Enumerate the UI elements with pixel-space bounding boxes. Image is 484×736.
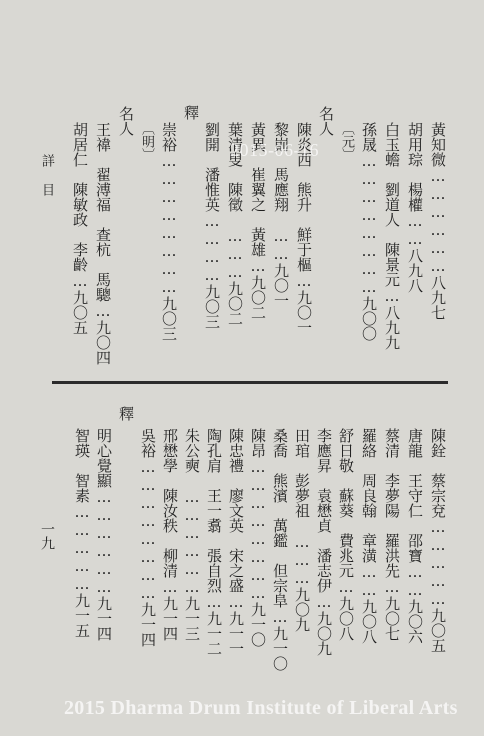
entry-upper-9: 劉開 潘惟英…………九〇三 bbox=[203, 122, 221, 329]
entry-lower-12: 朱公奭 ………………九一三 bbox=[183, 428, 201, 641]
entry-upper-1: 黃知微………………八九七 bbox=[429, 122, 447, 320]
entry-upper-6: 黎崱 馬應翔 ……九〇一 bbox=[272, 122, 290, 308]
entry-upper-5: 陳炎西 熊升 鮮于樞…九〇一 bbox=[295, 122, 313, 335]
entry-lower-7: 田琯 彭夢祖 ………九〇九 bbox=[293, 428, 311, 632]
entry-lower-11: 陶孔肩 王一翥 張自烈…九一二 bbox=[205, 428, 223, 656]
running-head: 詳目 bbox=[39, 154, 54, 212]
entry-lower-13: 邢懋學 陳汝秩 柳清…九一四 bbox=[161, 428, 179, 641]
section-divider bbox=[52, 381, 448, 384]
entry-lower-2: 唐龍 王守仁 邵寶……九〇六 bbox=[406, 428, 424, 644]
entry-lower-4: 羅絡 周良翰 章潢……九〇八 bbox=[360, 428, 378, 644]
entry-upper-12: 胡居仁 陳敏政 李齡…九〇五 bbox=[71, 122, 89, 335]
watermark-institution: 2015 Dharma Drum Institute of Liberal Arts bbox=[64, 697, 458, 719]
entry-lower-3: 蔡清 李夢陽 羅洪先…九〇七 bbox=[383, 428, 401, 641]
section-mingren-ming: 名人 bbox=[117, 106, 135, 136]
entry-upper-4: 孫晟……………………九〇〇 bbox=[360, 122, 378, 341]
section-yuan: 〔元〕 bbox=[339, 122, 354, 161]
entry-lower-15: 明心覺顯………………九一四 bbox=[95, 428, 113, 641]
section-ming: 〔明〕 bbox=[139, 122, 154, 161]
entry-lower-14: 吳裕……………………九一四 bbox=[139, 428, 157, 647]
entry-upper-10: 崇裕……………………九〇三 bbox=[160, 122, 178, 341]
section-shi-lower: 釋 bbox=[117, 406, 135, 421]
entry-upper-2: 胡用琮 楊權……八九八 bbox=[406, 122, 424, 293]
entry-upper-8: 葉清叟 陳徵 ………九〇二 bbox=[226, 122, 244, 326]
entry-lower-9: 陳昂……………………九一〇 bbox=[249, 428, 267, 647]
entry-lower-16: 智瑛 智素……………九一五 bbox=[73, 428, 91, 638]
entry-lower-8: 桑喬 熊濱 萬鑑 但宗阜…九一〇 bbox=[271, 428, 289, 671]
entry-lower-6: 李應昇 袁懋貞 潘志伊…九〇九 bbox=[315, 428, 333, 656]
entry-upper-3: 白玉蟾 劉道人 陳景元…八九九 bbox=[383, 122, 401, 350]
section-mingren-yuan: 名人 bbox=[317, 106, 335, 136]
entry-upper-11: 王禕 翟溥福 查杭 馬驄…九〇四 bbox=[94, 122, 112, 365]
entry-lower-10: 陳忠禮 廖文英 宋之盛…九一一 bbox=[227, 428, 245, 656]
watermark-date: 2015-06-16 bbox=[230, 140, 319, 160]
section-shi-upper: 釋 bbox=[182, 105, 200, 120]
entry-lower-5: 舒日敬 蘇葵 費兆元…九〇八 bbox=[337, 428, 355, 641]
page-number: 一九 bbox=[39, 522, 55, 550]
entry-lower-1: 陳銓 蔡宗兗……………九〇五 bbox=[429, 428, 447, 653]
entry-upper-7: 黃異 崔翼之 黃雄…九〇二 bbox=[249, 122, 267, 320]
